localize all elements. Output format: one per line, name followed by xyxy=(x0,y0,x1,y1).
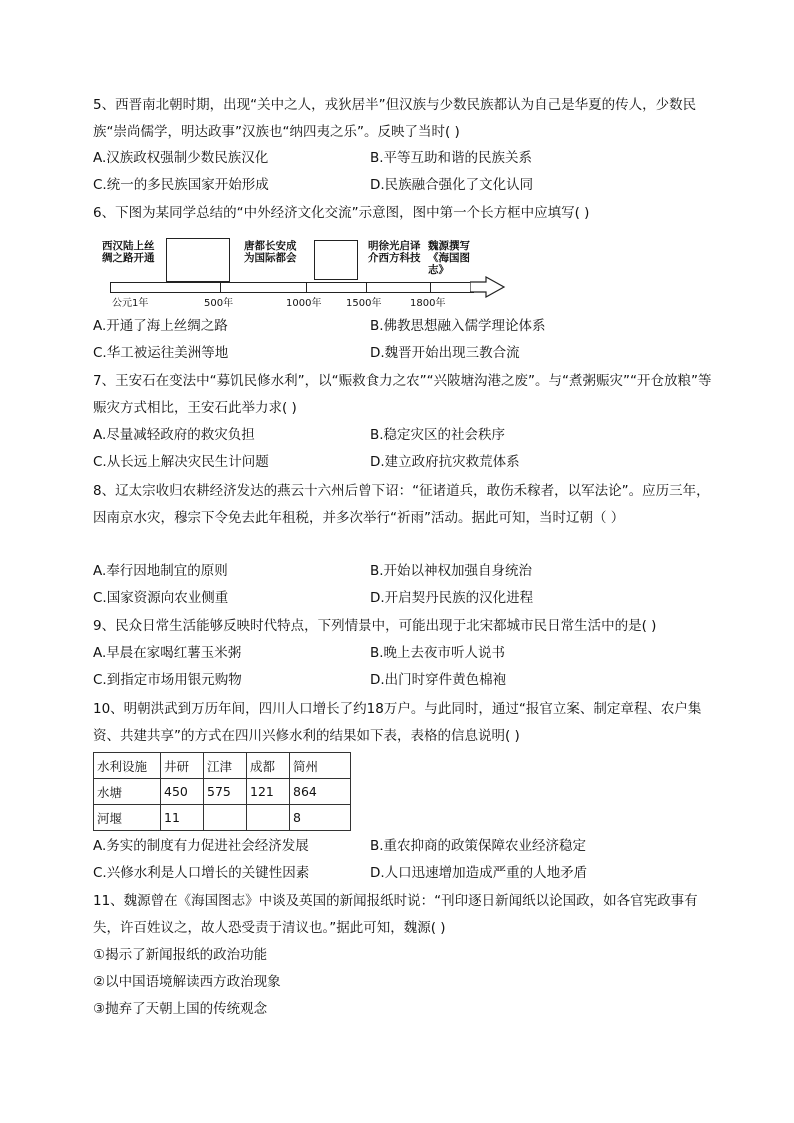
q10-option-c[interactable]: C.兴修水利是人口增长的关键性因素 xyxy=(93,865,310,881)
timeline-year-4: 1500年 xyxy=(346,298,382,309)
timeline-year-3: 1000年 xyxy=(286,298,322,309)
table-cell: 575 xyxy=(204,779,247,805)
question-5-stem: 5、西晋南北朝时期，出现“关中之人，戎狄居半”但汉族与少数民族都认为自己是华夏的传人，少数民族“崇尚儒学，明达政事”汉族也“纳四夷之乐”。反映了当时( ) xyxy=(93,97,697,140)
question-9-stem: 9、民众日常生活能够反映时代特点，下列情景中，可能出现于北宋都城市民日常生活中的是( ) xyxy=(93,618,657,634)
timeline-tick xyxy=(430,282,431,293)
timeline-year-1: 公元1年 xyxy=(112,298,149,309)
table-header-cell: 江津 xyxy=(204,753,247,779)
q6-option-c[interactable]: C.华工被运往美洲等地 xyxy=(93,345,229,361)
q8-option-b[interactable]: B.开始以神权加强自身统治 xyxy=(370,563,533,579)
q9-option-a[interactable]: A.早晨在家喝红薯玉米粥 xyxy=(93,645,242,661)
timeline-arrow-icon xyxy=(470,276,506,298)
q11-statement-1: ①揭示了新闻报纸的政治功能 xyxy=(93,947,268,963)
q7-option-c[interactable]: C.从长远上解决灾民生计问题 xyxy=(93,454,269,470)
table-cell: 水塘 xyxy=(94,779,161,805)
q7-option-a[interactable]: A.尽量减轻政府的救灾负担 xyxy=(93,427,255,443)
q10-option-d[interactable]: D.人口迅速增加造成严重的人地矛盾 xyxy=(370,865,588,881)
question-7-stem: 7、王安石在变法中“募饥民修水利”，以“赈救食力之农”“兴陂塘沟港之废”。与“煮粥赈灾”“开仓放粮”等赈灾方式相比，王安石此举力求( ) xyxy=(93,373,712,416)
question-10-stem: 10、明朝洪武到万历年间，四川人口增长了约18万户。与此同时，通过“报官立案、制定章程、农户集资、共建共享”的方式在四川兴修水利的结果如下表，表格的信息说明( ) xyxy=(93,701,702,744)
q7-option-b[interactable]: B.稳定灾区的社会秩序 xyxy=(370,427,506,443)
timeline-tick xyxy=(306,282,307,293)
table-row xyxy=(94,779,351,805)
timeline-blank-box-2 xyxy=(314,240,358,280)
table-header-cell: 成都 xyxy=(247,753,290,779)
timeline-tick xyxy=(110,282,111,293)
q5-option-d[interactable]: D.民族融合强化了文化认同 xyxy=(370,177,534,193)
timeline-blank-box-1 xyxy=(166,238,230,282)
q6-option-d[interactable]: D.魏晋开始出现三教合流 xyxy=(370,345,520,361)
timeline-diagram xyxy=(100,236,520,309)
table-header-cell: 水利设施 xyxy=(94,753,161,779)
table-cell: 121 xyxy=(247,779,290,805)
q5-option-c[interactable]: C.统一的多民族国家开始形成 xyxy=(93,177,269,193)
irrigation-table xyxy=(93,752,351,831)
table-header-row xyxy=(94,753,351,779)
question-11-stem: 11、魏源曾在《海国图志》中谈及英国的新闻报纸时说：“刊印逐日新闻纸以论国政，如各官宪政事有失，许百姓议之，故人恐受责于清议也。”据此可知，魏源( ) xyxy=(93,893,698,936)
table-header-cell: 井研 xyxy=(161,753,204,779)
timeline-label-3: 明徐光启译介西方科技 xyxy=(368,240,421,264)
table-row xyxy=(94,805,351,831)
table-cell: 河堰 xyxy=(94,805,161,831)
table-cell: 450 xyxy=(161,779,204,805)
q11-statement-2: ②以中国语境解读西方政治现象 xyxy=(93,974,281,990)
q6-option-b[interactable]: B.佛教思想融入儒学理论体系 xyxy=(370,318,546,334)
table-cell xyxy=(204,805,247,831)
q5-option-a[interactable]: A.汉族政权强制少数民族汉化 xyxy=(93,150,269,166)
table-header-cell: 简州 xyxy=(290,753,351,779)
q10-option-a[interactable]: A.务实的制度有力促进社会经济发展 xyxy=(93,838,309,854)
q11-statement-3: ③抛弃了天朝上国的传统观念 xyxy=(93,1001,268,1017)
q9-option-d[interactable]: D.出门时穿件黄色棉袍 xyxy=(370,672,507,688)
q8-option-d[interactable]: D.开启契丹民族的汉化进程 xyxy=(370,590,534,606)
question-8-stem: 8、辽太宗收归农耕经济发达的燕云十六州后曾下诏：“征诸道兵，敢伤禾稼者，以军法论”。应历三年，因南京水灾，穆宗下令免去此年租税，并多次举行“祈雨”活动。据此可知，当时辽朝（ ） xyxy=(93,483,710,526)
table-cell: 11 xyxy=(161,805,204,831)
timeline-tick xyxy=(220,282,221,293)
table-cell: 864 xyxy=(290,779,351,805)
q5-option-b[interactable]: B.平等互助和谐的民族关系 xyxy=(370,150,533,166)
timeline-label-4: 魏源撰写《海国图志》 xyxy=(428,240,470,276)
table-cell xyxy=(247,805,290,831)
timeline-year-5: 1800年 xyxy=(410,298,446,309)
timeline-label-1: 西汉陆上丝绸之路开通 xyxy=(102,240,155,264)
timeline-label-2: 唐都长安成为国际都会 xyxy=(244,240,297,264)
q10-option-b[interactable]: B.重农抑商的政策保障农业经济稳定 xyxy=(370,838,587,854)
q9-option-b[interactable]: B.晚上去夜市听人说书 xyxy=(370,645,506,661)
timeline-tick xyxy=(366,282,367,293)
q8-option-a[interactable]: A.奉行因地制宜的原则 xyxy=(93,563,228,579)
q9-option-c[interactable]: C.到指定市场用银元购物 xyxy=(93,672,242,688)
timeline-axis xyxy=(110,282,474,293)
question-6-stem: 6、下图为某同学总结的“中外经济文化交流”示意图，图中第一个长方框中应填写( ) xyxy=(93,205,590,221)
timeline-year-2: 500年 xyxy=(204,298,234,309)
q6-option-a[interactable]: A.开通了海上丝绸之路 xyxy=(93,318,228,334)
q8-option-c[interactable]: C.国家资源向农业侧重 xyxy=(93,590,229,606)
table-cell: 8 xyxy=(290,805,351,831)
q7-option-d[interactable]: D.建立政府抗灾救荒体系 xyxy=(370,454,520,470)
